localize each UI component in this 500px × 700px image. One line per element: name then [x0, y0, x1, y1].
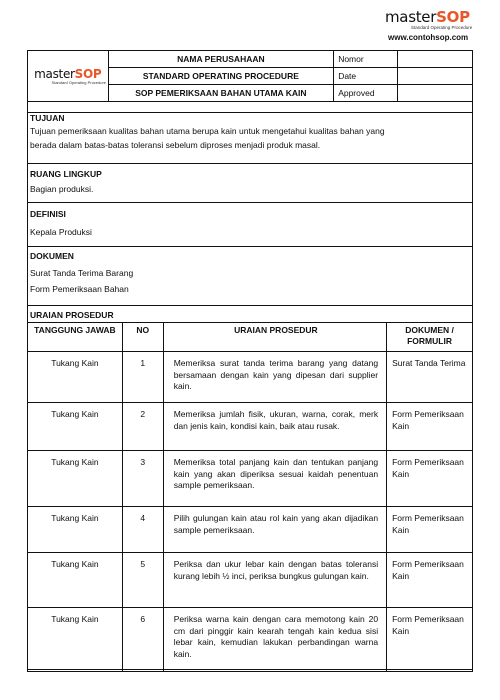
brand-tagline: Standard Operating Procedure: [411, 25, 473, 30]
row-number: 6: [122, 608, 163, 672]
row-number: 4: [122, 507, 163, 553]
sop-title-cell: SOP PEMERIKSAAN BAHAN UTAMA KAIN: [108, 85, 334, 102]
row-document: Form Pemeriksaan Kain: [387, 608, 473, 672]
header-logo-cell: [28, 51, 109, 102]
col-header-tanggung-jawab: TANGGUNG JAWAB: [28, 323, 123, 352]
nomor-label: Nomor: [334, 51, 398, 68]
ruang-lingkup-title: RUANG LINGKUP: [30, 169, 102, 179]
procedure-row: [28, 451, 473, 507]
row-description: Pilih gulungan kain atau rol kain yang akan dijadikan sample pemeriksaan.: [163, 507, 386, 553]
header-blank-cell: [28, 102, 473, 113]
col-header-no: NO: [122, 323, 163, 352]
procedure-row: [28, 553, 473, 608]
procedure-header-row: [28, 323, 473, 352]
tujuan-title: TUJUAN: [30, 113, 65, 123]
definisi-text: Kepala Produksi: [30, 227, 92, 237]
header-brand-tagline: Standard Operating Procedure: [51, 79, 107, 85]
header-brand-master: master: [34, 66, 75, 81]
row-number: 5: [122, 553, 163, 608]
row-document: Form Pemeriksaan Kain: [387, 451, 473, 507]
procedure-table: [27, 322, 473, 672]
procedure-row: [28, 608, 473, 672]
row-number: 3: [122, 451, 163, 507]
row-responsible: Tukang Kain: [28, 608, 123, 672]
section-divider: [28, 246, 472, 247]
row-responsible: Tukang Kain: [28, 403, 123, 451]
dokumen-line1: Surat Tanda Terima Barang: [30, 268, 134, 278]
col-header-uraian: URAIAN PROSEDUR: [163, 323, 386, 352]
brand-sop-text: SOP: [436, 8, 470, 26]
approved-label: Approved: [334, 85, 398, 102]
brand-logo: [385, 10, 485, 25]
row-document: Surat Tanda Terima: [387, 352, 473, 403]
header-brand-sop: SOP: [74, 66, 102, 81]
row-document: Form Pemeriksaan Kain: [387, 403, 473, 451]
section-divider: [28, 163, 472, 164]
row-number: 2: [122, 403, 163, 451]
col-header-dokumen: DOKUMEN / FORMULIR: [387, 323, 473, 352]
procedure-row: [28, 403, 473, 451]
sop-body: [27, 112, 473, 670]
header-brand-logo: [28, 68, 108, 80]
procedure-row: [28, 507, 473, 553]
row-document: Form Pemeriksaan Kain: [387, 507, 473, 553]
dokumen-line2: Form Pemeriksaan Bahan: [30, 284, 129, 294]
row-description: Memeriksa jumlah fisik, ukuran, warna, corak, merk dan jenis kain, kondisi kain, baik atau rusak.: [163, 403, 386, 451]
section-divider: [28, 305, 472, 306]
date-value[interactable]: [398, 68, 473, 85]
section-divider: [28, 202, 472, 203]
date-label: Date: [334, 68, 398, 85]
header-row: [28, 51, 473, 68]
top-logo: [385, 10, 485, 42]
uraian-title: URAIAN PROSEDUR: [30, 310, 114, 320]
row-responsible: Tukang Kain: [28, 507, 123, 553]
row-responsible: Tukang Kain: [28, 352, 123, 403]
row-responsible: Tukang Kain: [28, 451, 123, 507]
header-table: [27, 50, 473, 113]
header-blank-row: [28, 102, 473, 113]
row-document: Form Pemeriksaan Kain: [387, 553, 473, 608]
tujuan-text-line1: Tujuan pemeriksaan kualitas bahan utama berupa kain untuk mengetahui kualitas bahan yang: [30, 126, 385, 136]
website-link[interactable]: www.contohsop.com: [388, 33, 469, 42]
dokumen-title: DOKUMEN: [30, 251, 74, 261]
ruang-lingkup-text: Bagian produksi.: [30, 184, 94, 194]
definisi-title: DEFINISI: [30, 209, 66, 219]
company-name-cell: NAMA PERUSAHAAN: [108, 51, 334, 68]
row-description: Memeriksa total panjang kain dan tentukan panjang kain yang akan diperiksa sesuai kaidah penentuan sample pemeriksaan.: [163, 451, 386, 507]
procedure-row: [28, 352, 473, 403]
brand-master-text: master: [385, 8, 437, 26]
row-description: Memeriksa surat tanda terima barang yang datang bersamaan dengan kain yang dipesan dari supplier kain.: [163, 352, 386, 403]
row-description: Periksa warna kain dengan cara memotong kain 20 cm dari pinggir kain kearah tengah kain kedua sisi lebar kain, kemudian lakukan perbandingan warna kain.: [163, 608, 386, 672]
nomor-value[interactable]: [398, 51, 473, 68]
row-description: Periksa dan ukur lebar kain dengan batas toleransi kurang lebih ½ inci, periksa bungkus gulungan kain.: [163, 553, 386, 608]
row-number: 1: [122, 352, 163, 403]
row-responsible: Tukang Kain: [28, 553, 123, 608]
approved-value[interactable]: [398, 85, 473, 102]
sop-type-cell: STANDARD OPERATING PROCEDURE: [108, 68, 334, 85]
tujuan-text-line2: berada dalam batas-batas toleransi sebelum diproses menjadi produk masal.: [30, 140, 321, 150]
